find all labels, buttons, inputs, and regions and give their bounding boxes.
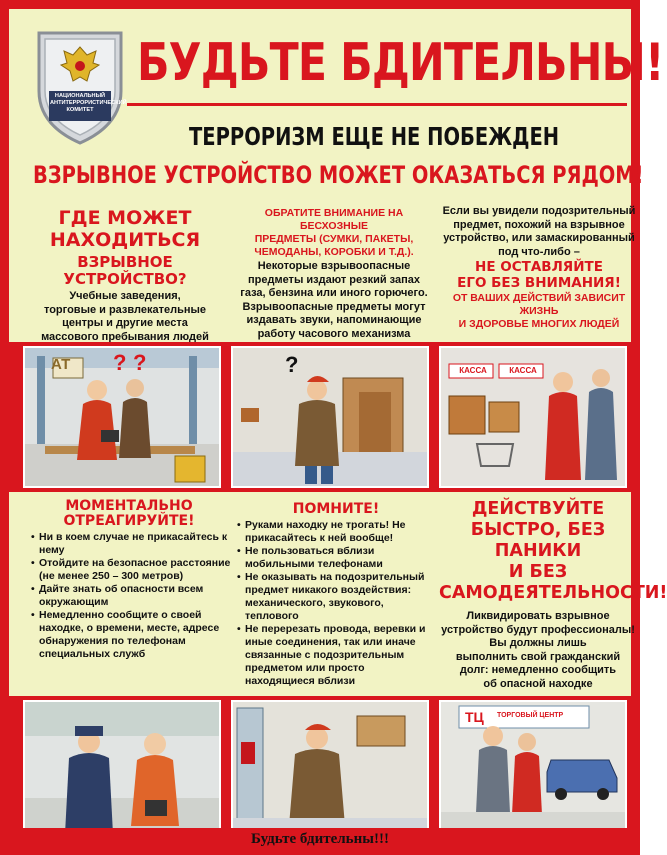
- list-item: • Отойдите на безопасное расстояние (не менее 250 – 300 метров): [31, 557, 231, 583]
- if-found-text-line: Если вы увидели подозрительный: [442, 205, 636, 217]
- warning-line: ВЗРЫВНОЕ УСТРОЙСТВО МОЖЕТ ОКАЗАТЬСЯ РЯДОМ!: [33, 161, 644, 189]
- react-heading-1: МОМЕНТАЛЬНО: [65, 498, 193, 514]
- where-heading-1: ГДЕ МОЖЕТ: [58, 207, 192, 229]
- doorway-illustration: [231, 346, 429, 488]
- life-depends-line: И ЗДОРОВЬЕ МНОГИХ ЛЮДЕЙ: [458, 318, 620, 330]
- ticket-office-illustration: [439, 346, 627, 488]
- emblem-caption: НАЦИОНАЛЬНЫЙ АНТИТЕРРОРИСТИЧЕСКИЙ КОМИТЕТ: [50, 93, 127, 113]
- list-item: • Немедленно сообщите о своей находке, о времени, месте, адресе обнаружения по телефонам специальных служб: [31, 609, 231, 661]
- act-heading-line: САМОДЕЯТЕЛЬНОСТИ!: [439, 583, 667, 603]
- do-not-leave-line: НЕ ОСТАВЛЯЙТЕ: [475, 259, 603, 275]
- where-text-line: торговые и развлекательные: [43, 303, 207, 316]
- if-found-text-line: под что-либо –: [498, 245, 580, 258]
- where-heading-3: ВЗРЫВНОЕ УСТРОЙСТВО?: [63, 253, 187, 288]
- list-item: • Не оказывать на подозрительный предмет никакого воздействия: механического, звукового, теплового: [237, 571, 435, 623]
- attention-text-line: газа, бензина или иного горючего.: [240, 287, 428, 299]
- if-found-text-line: предмет, похожий на взрывное: [453, 218, 625, 231]
- title-underline: [127, 103, 627, 106]
- attention-text-line: Некоторые взрывоопасные: [257, 260, 411, 272]
- anti-terror-committee-emblem: [33, 29, 127, 147]
- page-title: БУДЬТЕ БДИТЕЛЬНЫ!: [137, 33, 664, 93]
- attention-text-line: издавать звуки, напоминающие: [246, 314, 422, 326]
- act-text-line: долг: немедленно сообщить: [459, 664, 617, 676]
- ticket-office-sign: КАССА: [509, 366, 537, 375]
- list-item: • Не перерезать провода, веревки и иные соединения, так или иначе связанные с подозрительным предметом или просто находящиеся вблизи: [237, 623, 435, 688]
- act-heading-line: ДЕЙСТВУЙТЕ: [471, 499, 605, 519]
- react-list: [31, 531, 231, 661]
- where-block: [25, 207, 225, 344]
- question-mark-icon: ?: [285, 352, 299, 377]
- if-found-text-line: устройство, или замаскированный: [443, 232, 635, 244]
- attention-text-line: предметы издают резкий запах: [247, 273, 420, 286]
- attention-heading-line: ЧЕМОДАНЫ, КОРОБКИ И Т.Д.).: [254, 246, 414, 258]
- where-heading-2: НАХОДИТЬСЯ: [49, 229, 201, 251]
- ticket-office-sign: КАССА: [459, 366, 487, 375]
- attention-block: [235, 207, 433, 341]
- phone-booth-illustration: [231, 700, 429, 836]
- shopping-center-sign: ТЦ: [465, 709, 484, 725]
- bus-stop-sign: АТ: [51, 356, 71, 373]
- question-mark-icon: ?: [113, 350, 127, 375]
- list-item: • Руками находку не трогать! Не прикасайтесь к ней вообще!: [237, 519, 435, 545]
- list-item: • Дайте знать об опасности всем окружающим: [31, 583, 231, 609]
- footer-text: Будьте бдительны!!!: [251, 831, 389, 847]
- shopping-center-sign-text: ТОРГОВЫЙ ЦЕНТР: [497, 712, 564, 719]
- act-text-line: устройство будут профессионалы!: [441, 623, 635, 636]
- list-item: • Ни в коем случае не прикасайтесь к нему: [31, 531, 231, 557]
- attention-heading-line: ПРЕДМЕТЫ (СУМКИ, ПАКЕТЫ,: [254, 233, 414, 245]
- shopping-center-illustration: [439, 700, 627, 836]
- react-heading-2: ОТРЕАГИРУЙТЕ!: [63, 513, 195, 529]
- bus-stop-illustration: [23, 346, 221, 488]
- police-illustration: [23, 700, 221, 836]
- do-not-leave-line: ЕГО БЕЗ ВНИМАНИЯ!: [457, 275, 621, 291]
- act-text-line: об опасной находке: [483, 677, 593, 690]
- illustration-row-1: [9, 342, 631, 492]
- if-found-block: [439, 205, 639, 331]
- where-text-line: Учебные заведения,: [69, 290, 181, 302]
- attention-text-line: работу часового механизма: [257, 327, 411, 340]
- attention-text-line: Взрывоопасные предметы могут: [242, 300, 426, 313]
- illustration-row-2: [9, 696, 631, 839]
- list-item: • Не пользоваться вблизи мобильными телефонами: [237, 545, 435, 571]
- life-depends-line: ОТ ВАШИХ ДЕЙСТВИЙ ЗАВИСИТ ЖИЗНЬ: [452, 292, 626, 317]
- act-heading-line: БЫСТРО, БЕЗ ПАНИКИ: [470, 520, 606, 561]
- where-text-line: массового пребывания людей: [41, 330, 209, 343]
- remember-heading: ПОМНИТЕ!: [292, 501, 380, 517]
- react-heading: [29, 499, 229, 529]
- act-text-line: Вы должны лишь: [489, 637, 587, 649]
- subtitle: ТЕРРОРИЗМ ЕЩЕ НЕ ПОБЕЖДЕН: [189, 122, 560, 151]
- act-heading-line: И БЕЗ: [508, 562, 568, 582]
- act-text-line: Ликвидировать взрывное: [466, 610, 610, 622]
- question-mark-icon: ?: [133, 350, 147, 375]
- remember-list: [237, 519, 435, 688]
- act-text-line: выполнить свой гражданский: [455, 650, 621, 663]
- act-block: [439, 499, 667, 691]
- attention-heading-line: ОБРАТИТЕ ВНИМАНИЕ НА БЕСХОЗНЫЕ: [264, 207, 404, 232]
- where-text-line: центры и другие места: [62, 317, 188, 329]
